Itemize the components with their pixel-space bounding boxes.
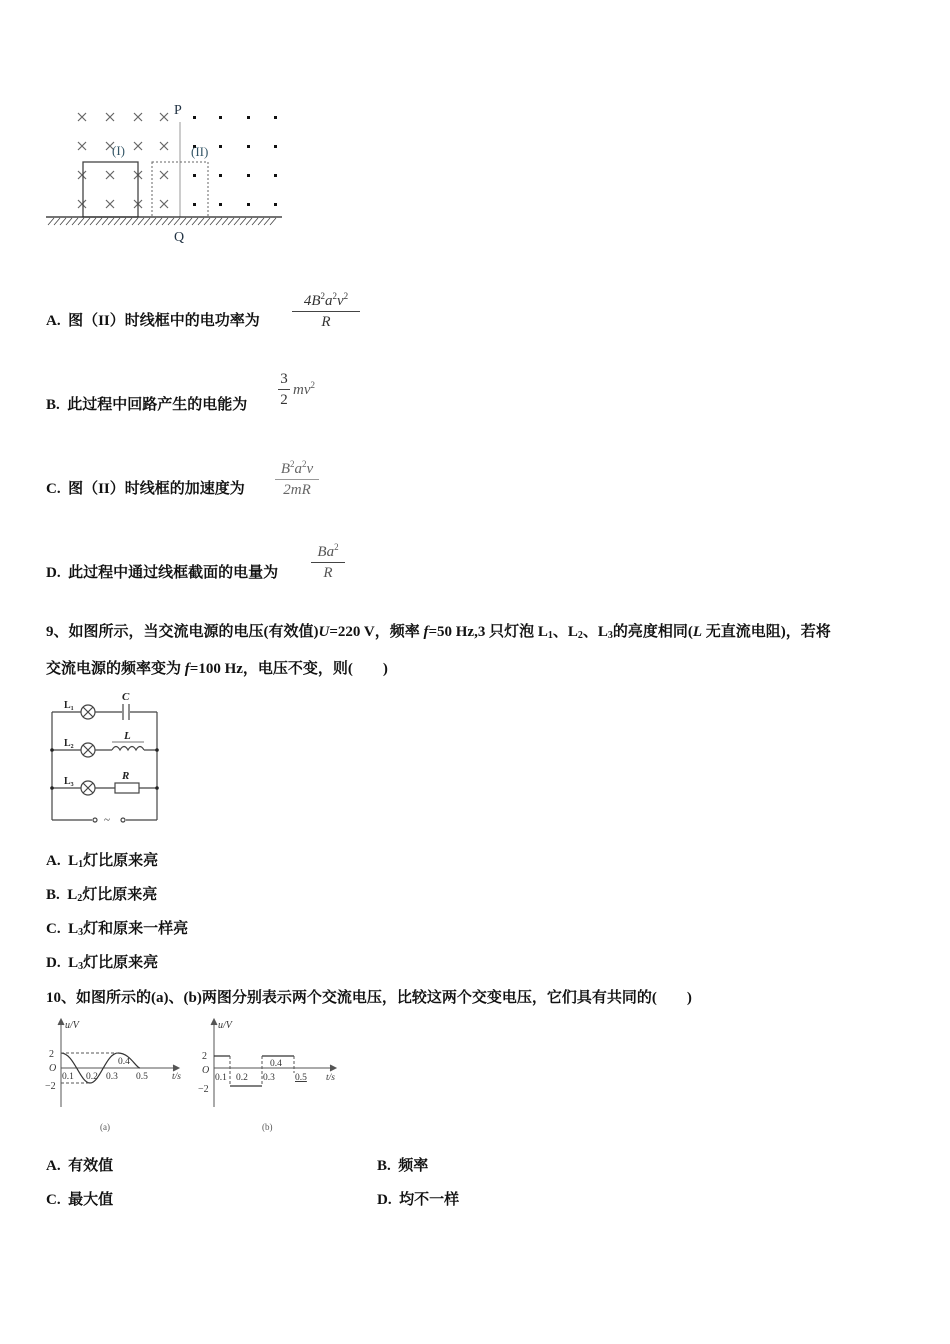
- q9-option-b[interactable]: B. $L_2$灯比原来亮: [46, 887, 158, 904]
- svg-text:L: L: [124, 730, 131, 742]
- svg-text:−2: −2: [45, 1081, 56, 1092]
- q8-option-c-formula: $B^2a^2v$ 2mR: [275, 455, 319, 499]
- q10-option-c[interactable]: C. 最大值: [46, 1192, 114, 1208]
- svg-text:u/V: u/V: [218, 1020, 232, 1031]
- svg-text:0.1: 0.1: [215, 1073, 227, 1083]
- svg-text:~: ~: [104, 814, 110, 826]
- svg-text:0.2: 0.2: [86, 1072, 98, 1082]
- svg-text:L3: $L_3$: [64, 776, 74, 788]
- q10-option-b[interactable]: B. 频率: [377, 1158, 429, 1174]
- q9-stem-line1: 9、如图所示，当交流电源的电压(有效值)U=220 V，频率 f=50 Hz,3 只灯泡 $L_1$、$L_2$、$L_3$的亮度相同(L 无直流电阻)，若将: [46, 624, 831, 641]
- label-frame-ii: (II): [191, 144, 209, 159]
- svg-text:0.3: 0.3: [263, 1073, 275, 1083]
- q9-option-c[interactable]: C. $L_3$灯和原来一样亮: [46, 921, 189, 938]
- svg-text:2: 2: [49, 1049, 54, 1060]
- figure-magnetic-field: [40, 95, 300, 255]
- q8-option-a-formula: $4B^2a^2v^2$ R: [292, 287, 360, 331]
- svg-text:0.5: 0.5: [295, 1073, 307, 1083]
- svg-text:O: O: [49, 1063, 57, 1074]
- q8-option-b-formula: 3 2: [278, 370, 290, 409]
- graph-a-caption: (a): [100, 1122, 110, 1132]
- q10-graph-a: [40, 1015, 190, 1140]
- svg-text:L2: $L_2$: [64, 738, 74, 750]
- q9-option-d[interactable]: D. $L_3$灯比原来亮: [46, 955, 159, 972]
- svg-text:t/s: t/s: [172, 1072, 181, 1082]
- q8-option-b[interactable]: B. 此过程中回路产生的电能为: [46, 397, 248, 413]
- q8-option-a[interactable]: A. 图（II）时线框中的电功率为: [46, 313, 260, 329]
- q8-option-b-formula-tail: $mv^2$: [293, 380, 315, 398]
- q10-option-d[interactable]: D. 均不一样: [377, 1192, 460, 1208]
- graph-b-caption: (b): [262, 1122, 273, 1132]
- svg-text:0.5: 0.5: [136, 1072, 148, 1082]
- q10-stem: 10、如图所示的(a)、(b)两图分别表示两个交流电压，比较这两个交变电压，它们具有共同的( ): [46, 990, 692, 1006]
- label-p: P: [174, 103, 182, 118]
- svg-text:0.2: 0.2: [236, 1073, 248, 1083]
- svg-text:−2: −2: [198, 1084, 209, 1095]
- svg-text:0.1: 0.1: [62, 1072, 74, 1082]
- svg-text:0.4: 0.4: [270, 1059, 282, 1069]
- q8-option-d-formula: Ba$^2$ R: [311, 538, 345, 582]
- svg-text:O: O: [202, 1065, 210, 1076]
- svg-text:0.4: 0.4: [118, 1057, 130, 1067]
- svg-text:t/s: t/s: [326, 1073, 335, 1083]
- magnetic-field-diagram: [40, 95, 300, 255]
- svg-text:0.3: 0.3: [106, 1072, 118, 1082]
- svg-text:C: C: [122, 691, 130, 703]
- q10-option-a[interactable]: A. 有效值: [46, 1158, 114, 1174]
- q9-circuit-diagram: [40, 688, 170, 828]
- svg-text:R: R: [122, 770, 130, 782]
- label-frame-i: (I): [112, 143, 125, 158]
- svg-text:2: 2: [202, 1051, 207, 1062]
- q9-stem-line2: 交流电源的频率变为 f=100 Hz，电压不变，则( ): [46, 661, 388, 677]
- q8-option-d[interactable]: D. 此过程中通过线框截面的电量为: [46, 565, 279, 581]
- q9-option-a[interactable]: A. $L_1$灯比原来亮: [46, 853, 159, 870]
- q10-graph-b: [190, 1015, 350, 1140]
- svg-text:L1: $L_1$: [64, 700, 74, 712]
- label-q: Q: [174, 230, 185, 245]
- q8-option-c[interactable]: C. 图（II）时线框的加速度为: [46, 481, 245, 497]
- svg-text:u/V: u/V: [65, 1020, 79, 1031]
